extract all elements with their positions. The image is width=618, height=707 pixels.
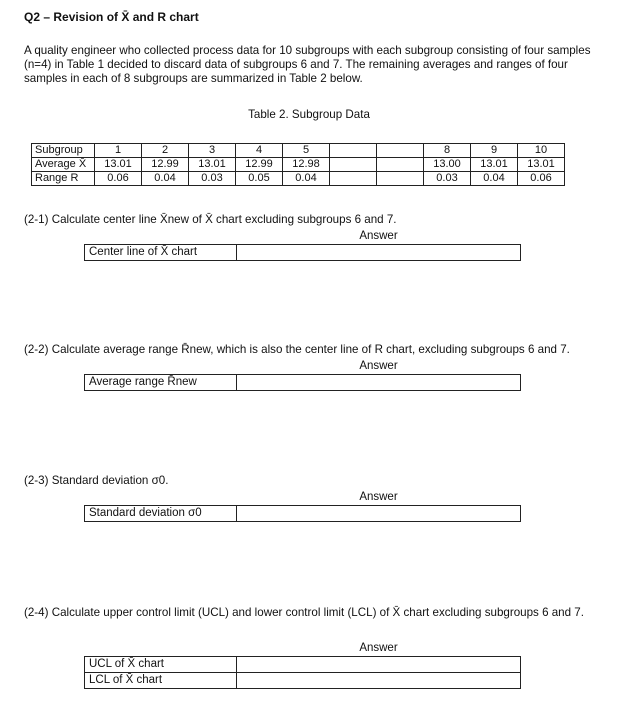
- answer-field[interactable]: [237, 375, 521, 391]
- subgroup-cell: 2: [142, 144, 189, 158]
- answer-row-label: UCL of X̄ chart: [85, 657, 237, 673]
- answer-field[interactable]: [237, 506, 521, 522]
- average-cell: 13.01: [95, 158, 142, 172]
- average-cell: 13.01: [518, 158, 565, 172]
- subgroup-cell: 9: [471, 144, 518, 158]
- average-cell: [377, 158, 424, 172]
- range-cell: 0.04: [471, 172, 518, 186]
- subgroup-cell: 4: [236, 144, 283, 158]
- question-2-2: (2-2) Calculate average range R̄new, which is also the center line of R chart, excluding subgroups 6 and 7.: [24, 343, 570, 356]
- average-row: [32, 158, 565, 172]
- average-cell: [330, 158, 377, 172]
- answer-row-label: Center line of X̄ chart: [85, 245, 237, 261]
- range-cell: 0.03: [424, 172, 471, 186]
- subgroup-cell: 3: [189, 144, 236, 158]
- range-row: [32, 172, 565, 186]
- subgroup-cell: 1: [95, 144, 142, 158]
- ucl-answer-field[interactable]: [237, 657, 521, 673]
- row-label: Average X̄: [32, 158, 95, 172]
- range-cell: 0.04: [142, 172, 189, 186]
- range-cell: 0.04: [283, 172, 330, 186]
- average-cell: 12.99: [236, 158, 283, 172]
- range-cell: 0.06: [518, 172, 565, 186]
- answer-header: Answer: [237, 359, 521, 375]
- range-cell: 0.06: [95, 172, 142, 186]
- answer-header: Answer: [237, 641, 521, 657]
- average-cell: 12.98: [283, 158, 330, 172]
- answer-row-label: Standard deviation σ0: [85, 506, 237, 522]
- range-cell: [330, 172, 377, 186]
- range-cell: 0.03: [189, 172, 236, 186]
- row-label: Range R: [32, 172, 95, 186]
- question-2-3: (2-3) Standard deviation σ0.: [24, 474, 169, 487]
- subgroup-cell: [330, 144, 377, 158]
- answer-header: Answer: [237, 490, 521, 506]
- subgroup-row: [32, 144, 565, 158]
- answer-table-2-4: [84, 641, 521, 689]
- subgroup-cell: 5: [283, 144, 330, 158]
- subgroup-data-table: [31, 143, 565, 186]
- lcl-answer-field[interactable]: [237, 673, 521, 689]
- answer-row-label: LCL of X̄ chart: [85, 673, 237, 689]
- subgroup-cell: 10: [518, 144, 565, 158]
- subgroup-cell: [377, 144, 424, 158]
- intro-paragraph: A quality engineer who collected process data for 10 subgroups with each subgroup consisting of four samples (n=4) in Table 1 decided to discard data of subgroups 6 and 7. The remaining averages and ranges of four samples in each of 8 subgroups are summarized in Table 2 below.: [24, 44, 591, 85]
- average-cell: 13.01: [471, 158, 518, 172]
- answer-field[interactable]: [237, 245, 521, 261]
- question-2-1: (2-1) Calculate center line X̄new of X̄ chart excluding subgroups 6 and 7.: [24, 213, 397, 226]
- average-cell: 12.99: [142, 158, 189, 172]
- range-cell: 0.05: [236, 172, 283, 186]
- answer-header: Answer: [237, 229, 521, 245]
- question-2-4: (2-4) Calculate upper control limit (UCL) and lower control limit (LCL) of X̄ chart excluding subgroups 6 and 7.: [24, 606, 584, 619]
- answer-table-2-3: [84, 490, 521, 522]
- average-cell: 13.01: [189, 158, 236, 172]
- answer-table-2-1: [84, 229, 521, 261]
- question-title: Q2 – Revision of X̄ and R chart: [24, 10, 199, 24]
- subgroup-cell: 8: [424, 144, 471, 158]
- range-cell: [377, 172, 424, 186]
- table-caption: Table 2. Subgroup Data: [248, 108, 370, 121]
- answer-table-2-2: [84, 359, 521, 391]
- average-cell: 13.00: [424, 158, 471, 172]
- row-label: Subgroup: [32, 144, 95, 158]
- answer-row-label: Average range R̄new: [85, 375, 237, 391]
